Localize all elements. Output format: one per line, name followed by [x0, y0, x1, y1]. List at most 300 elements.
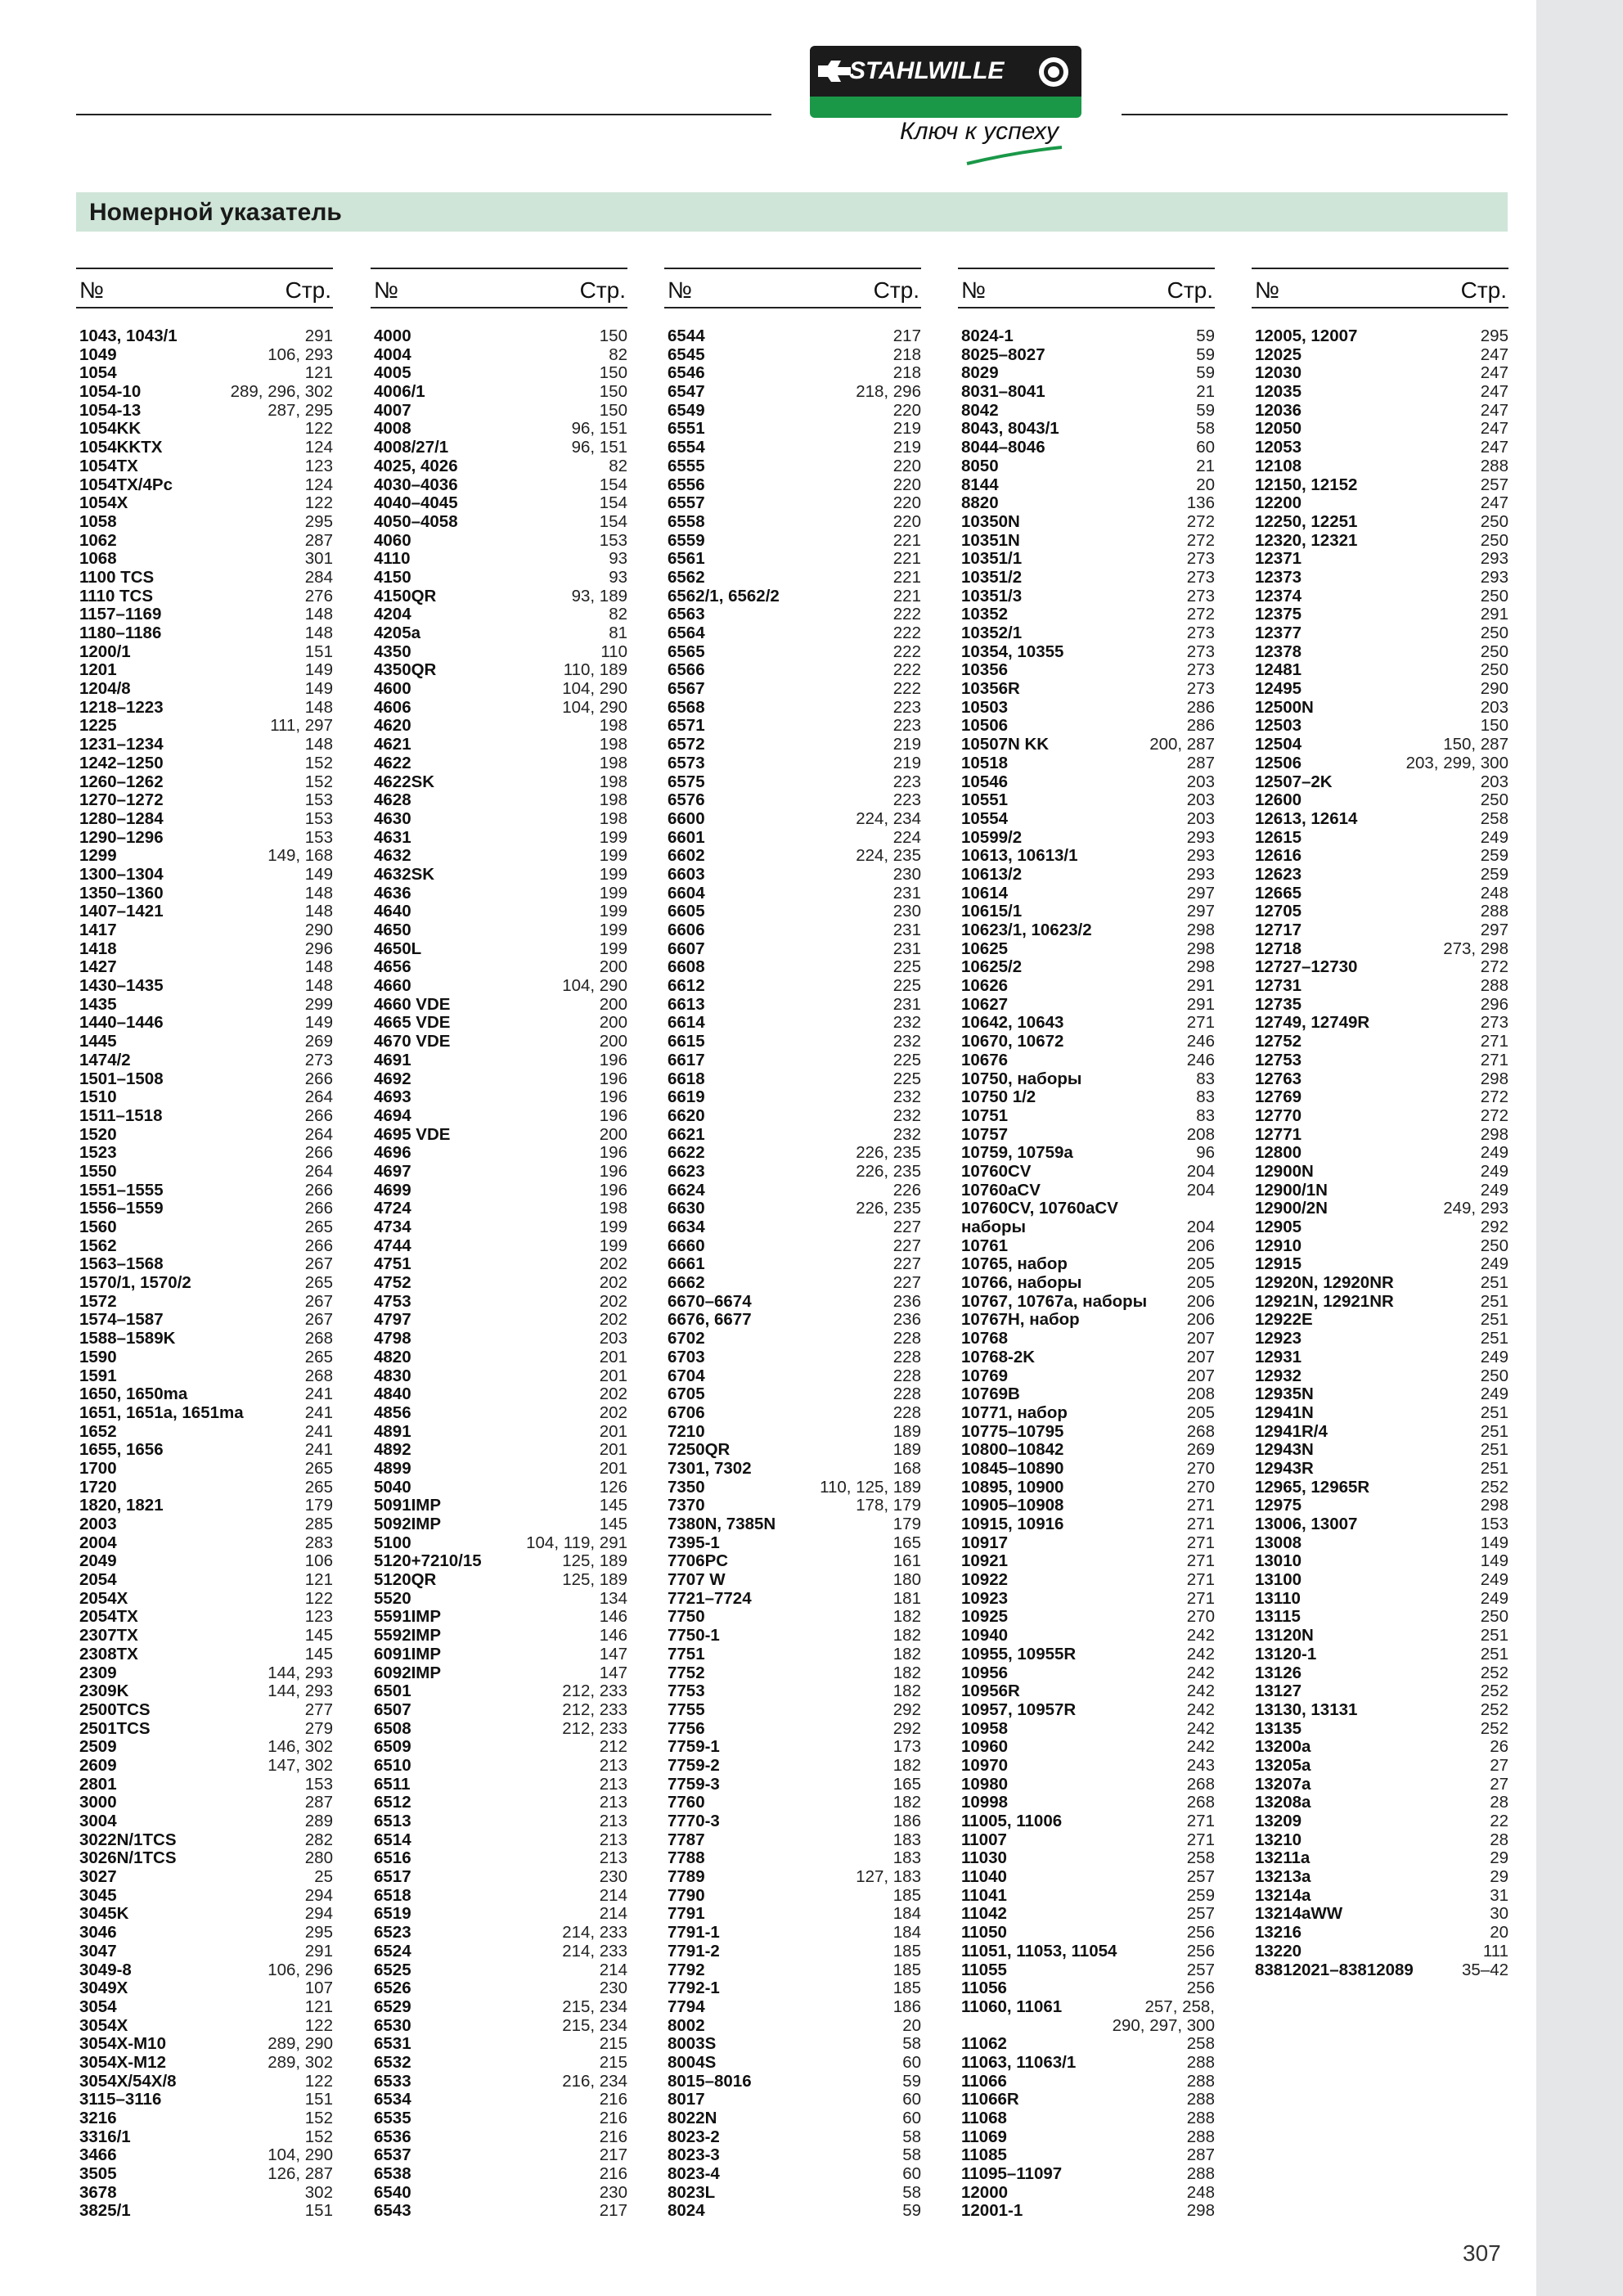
item-number: 6518 — [374, 1885, 411, 1905]
item-number: 2309 — [79, 1663, 117, 1682]
index-row — [374, 1237, 627, 1256]
index-row — [374, 513, 627, 532]
page-reference: 149 — [304, 660, 333, 680]
index-row — [668, 1571, 921, 1590]
item-number: 3027 — [79, 1867, 117, 1887]
page-reference: 185 — [892, 1979, 921, 1998]
item-number: 6568 — [668, 697, 705, 717]
item-number: 4040–4045 — [374, 493, 458, 513]
item-number: 2054 — [79, 1570, 117, 1590]
page-reference: 288 — [1480, 456, 1508, 475]
item-number: 10800–10842 — [961, 1440, 1064, 1460]
item-number: 4650 — [374, 921, 411, 939]
page-reference: 228 — [892, 1329, 921, 1348]
index-row — [374, 1831, 627, 1850]
index-row — [668, 773, 921, 792]
page-reference: 251 — [1480, 1440, 1508, 1460]
page-reference: 93 — [609, 567, 627, 587]
item-number: 12932 — [1255, 1366, 1302, 1385]
page-reference: 28 — [1490, 1830, 1508, 1849]
page-reference: 288 — [1480, 902, 1508, 921]
page-reference: 221 — [892, 549, 921, 569]
brand-logo — [810, 46, 1081, 169]
item-number: 6534 — [374, 2090, 411, 2109]
index-row — [961, 383, 1215, 402]
page-reference: 28 — [1490, 1793, 1508, 1812]
item-number: 12108 — [1255, 456, 1302, 475]
page-reference: 273 — [1186, 679, 1215, 699]
page-reference: 215 — [599, 2052, 627, 2072]
item-number: 11066R — [961, 2090, 1019, 2109]
page-reference: 214 — [599, 1904, 627, 1924]
index-row — [79, 1200, 333, 1218]
item-number: 4600 — [374, 679, 411, 699]
index-row — [374, 1571, 627, 1590]
page-reference: 264 — [304, 1087, 333, 1107]
page-reference: 248 — [1186, 2182, 1215, 2202]
index-row — [1255, 606, 1508, 624]
item-number: 6662 — [668, 1273, 705, 1293]
page-reference: 259 — [1480, 864, 1508, 884]
item-number: 13200a — [1255, 1737, 1311, 1757]
index-row — [961, 996, 1215, 1015]
page-reference: 249 — [1480, 1588, 1508, 1608]
item-number: 6544 — [668, 326, 705, 345]
index-row — [374, 1552, 627, 1571]
item-number: 1407–1421 — [79, 902, 164, 921]
item-number: 6551 — [668, 419, 705, 439]
item-number: 12763 — [1255, 1069, 1302, 1088]
index-row — [668, 1849, 921, 1868]
page-reference: 154 — [599, 493, 627, 513]
page-reference: 227 — [892, 1218, 921, 1236]
page-reference: 291 — [304, 326, 333, 345]
page-reference: 149 — [304, 864, 333, 884]
page-reference: 165 — [892, 1533, 921, 1552]
index-row — [1255, 1664, 1508, 1683]
page-reference: 58 — [1196, 419, 1215, 439]
item-number: 4830 — [374, 1366, 411, 1385]
page-reference: 202 — [599, 1291, 627, 1311]
item-number: 1054KKTX — [79, 438, 163, 457]
item-number: 3045K — [79, 1904, 129, 1924]
index-row — [79, 1423, 333, 1442]
item-number: 12753 — [1255, 1050, 1302, 1069]
page-reference: 203 — [1480, 697, 1508, 717]
item-number: 10769B — [961, 1384, 1020, 1404]
item-number: 12036 — [1255, 400, 1302, 420]
item-number: 6519 — [374, 1904, 411, 1924]
index-row — [374, 1163, 627, 1182]
item-number: 6617 — [668, 1050, 705, 1069]
index-row — [374, 1664, 627, 1683]
index-row — [1255, 1460, 1508, 1479]
index-row — [374, 457, 627, 476]
item-number: 2049 — [79, 1551, 117, 1571]
page-reference: 270 — [1186, 1458, 1215, 1478]
page-reference: 226, 235 — [856, 1161, 921, 1181]
item-number: 12374 — [1255, 586, 1302, 606]
page-reference: 214, 233 — [562, 1923, 627, 1943]
page-reference: 222 — [892, 624, 921, 642]
item-number: 6559 — [668, 530, 705, 550]
page-reference: 252 — [1480, 1699, 1508, 1719]
page-reference: 199 — [599, 939, 627, 958]
page-reference: 121 — [304, 363, 333, 383]
item-number: 4660 VDE — [374, 994, 451, 1014]
item-number: 6558 — [668, 511, 705, 531]
item-number: 10351N — [961, 530, 1020, 550]
page-reference: 152 — [304, 2127, 333, 2146]
item-number: 13120N — [1255, 1626, 1314, 1645]
index-row — [668, 1088, 921, 1107]
page-reference: 231 — [892, 994, 921, 1014]
index-row — [374, 1126, 627, 1145]
item-number: 12200 — [1255, 493, 1302, 513]
page-reference: 272 — [1480, 1105, 1508, 1125]
page-reference: 297 — [1186, 902, 1215, 921]
index-row — [79, 1590, 333, 1609]
page-reference: 287 — [1186, 753, 1215, 772]
item-number: 13220 — [1255, 1941, 1302, 1961]
page-reference: 267 — [304, 1310, 333, 1330]
index-row — [79, 1441, 333, 1460]
item-number: 13006, 13007 — [1255, 1515, 1358, 1533]
page-number: 307 — [1463, 2240, 1501, 2266]
item-number: 1054X — [79, 493, 128, 513]
index-row — [668, 1033, 921, 1051]
item-number: 8017 — [668, 2090, 705, 2109]
page-reference: 265 — [304, 1477, 333, 1497]
item-number: 3022N/1TCS — [79, 1830, 177, 1849]
item-number: 6533 — [374, 2071, 411, 2091]
index-row — [79, 1126, 333, 1145]
item-number: 6510 — [374, 1755, 411, 1775]
index-row — [374, 1200, 627, 1218]
index-row — [374, 1182, 627, 1200]
page-reference: 107 — [304, 1979, 333, 1998]
page-reference: 226 — [892, 1180, 921, 1200]
index-row — [668, 1144, 921, 1163]
index-row — [374, 885, 627, 903]
page-reference: 215 — [599, 2034, 627, 2054]
index-row — [961, 1571, 1215, 1590]
item-number: 4025, 4026 — [374, 456, 458, 475]
index-row — [374, 1423, 627, 1442]
item-number: 10956 — [961, 1663, 1009, 1682]
page-reference: 271 — [1186, 1588, 1215, 1608]
page-reference: 173 — [892, 1737, 921, 1757]
page-reference: 230 — [599, 2182, 627, 2202]
page-reference: 280 — [304, 1848, 333, 1868]
index-row — [961, 1590, 1215, 1609]
page-reference: 217 — [599, 2201, 627, 2221]
page-reference: 207 — [1186, 1347, 1215, 1366]
index-row — [79, 958, 333, 977]
index-row — [668, 791, 921, 810]
column-header — [1255, 277, 1507, 302]
index-row — [961, 1107, 1215, 1126]
index-row — [79, 866, 333, 885]
page-reference: 185 — [892, 1960, 921, 1979]
item-number: 1201 — [79, 660, 117, 680]
page-reference: 251 — [1480, 1402, 1508, 1422]
page-reference: 198 — [599, 808, 627, 828]
index-row — [1255, 847, 1508, 866]
index-row — [961, 1385, 1215, 1404]
index-row — [961, 1868, 1215, 1887]
item-number: 10895, 10900 — [961, 1477, 1064, 1497]
page-reference: 58 — [902, 2145, 921, 2165]
item-number: 11069 — [961, 2127, 1007, 2146]
page-reference: 200 — [599, 1013, 627, 1033]
index-row — [79, 885, 333, 903]
index-row — [79, 903, 333, 921]
item-number: 1520 — [79, 1124, 117, 1144]
swoosh-icon — [965, 146, 1063, 167]
index-row — [1255, 717, 1508, 736]
index-row — [79, 921, 333, 940]
item-number: 4891 — [374, 1421, 411, 1441]
index-row — [374, 1849, 627, 1868]
item-number: 12507–2K — [1255, 772, 1333, 791]
item-number: 1550 — [79, 1161, 117, 1181]
index-row — [79, 661, 333, 680]
item-number: 1290–1296 — [79, 827, 164, 847]
item-number: 7791-1 — [668, 1923, 720, 1943]
page-reference: 242 — [1186, 1718, 1215, 1738]
page-reference: 292 — [1480, 1218, 1508, 1236]
item-number: 1300–1304 — [79, 864, 164, 884]
page-reference: 293 — [1480, 567, 1508, 587]
index-row — [961, 754, 1215, 773]
index-row — [79, 1051, 333, 1070]
index-row — [961, 977, 1215, 996]
page-reference: 290 — [1480, 679, 1508, 699]
index-row — [668, 2128, 921, 2147]
page-reference: 266 — [304, 1236, 333, 1255]
item-number: 2501TCS — [79, 1718, 151, 1738]
page-reference: 288 — [1186, 2090, 1215, 2109]
page-reference: 104, 290 — [562, 976, 627, 996]
index-row — [79, 1868, 333, 1887]
page-reference: 196 — [599, 1161, 627, 1181]
page-reference: 289 — [304, 1812, 333, 1830]
index-row — [1255, 1051, 1508, 1070]
item-number: 1651, 1651a, 1651ma — [79, 1402, 244, 1422]
page-reference: 222 — [892, 605, 921, 624]
item-number: 11050 — [961, 1923, 1007, 1943]
item-number: 10670, 10672 — [961, 1032, 1064, 1051]
item-number: 13135 — [1255, 1718, 1302, 1738]
index-row — [961, 1794, 1215, 1812]
index-row — [961, 402, 1215, 421]
item-number: 4753 — [374, 1291, 411, 1311]
item-number: 8044–8046 — [961, 438, 1045, 457]
page-reference: 153 — [304, 790, 333, 810]
item-number: 12931 — [1255, 1347, 1302, 1366]
page-reference: 199 — [599, 846, 627, 866]
item-number: 6545 — [668, 344, 705, 364]
item-number: 6535 — [374, 2109, 411, 2127]
page-reference: 152 — [304, 753, 333, 772]
index-row — [961, 1070, 1215, 1089]
page-reference: 271 — [1480, 1032, 1508, 1051]
item-number: 6661 — [668, 1254, 705, 1274]
item-number: 6092IMP — [374, 1663, 442, 1682]
index-row — [79, 1738, 333, 1757]
item-number: 6532 — [374, 2052, 411, 2072]
item-number: 2308TX — [79, 1644, 138, 1663]
index-row — [374, 2146, 627, 2165]
page-reference: 198 — [599, 790, 627, 810]
index-row — [79, 1385, 333, 1404]
index-row — [374, 1348, 627, 1367]
page-reference: 230 — [599, 1867, 627, 1887]
index-row — [79, 1701, 333, 1720]
page-reference: 199 — [599, 1236, 627, 1255]
page-reference: 264 — [304, 1124, 333, 1144]
item-number: 10642, 10643 — [961, 1013, 1064, 1033]
page-reference: 104, 290 — [562, 697, 627, 717]
page-reference: 221 — [892, 586, 921, 606]
index-row — [668, 1497, 921, 1515]
item-number: 8050 — [961, 456, 999, 475]
index-row — [668, 1720, 921, 1739]
item-number: 3054X-M12 — [79, 2052, 166, 2072]
item-number: 1100 TCS — [79, 567, 155, 587]
item-number: 4724 — [374, 1199, 411, 1218]
item-number: 10613/2 — [961, 864, 1023, 884]
index-row — [374, 1794, 627, 1812]
item-number: 1058 — [79, 511, 117, 531]
index-row — [1255, 885, 1508, 903]
item-number: 11095–11097 — [961, 2164, 1063, 2184]
item-number: 11030 — [961, 1848, 1007, 1868]
page-reference: 219 — [892, 735, 921, 754]
page-reference: 178, 179 — [856, 1496, 921, 1515]
index-row — [79, 2109, 333, 2128]
index-row — [961, 958, 1215, 977]
item-number: 10615/1 — [961, 902, 1023, 921]
index-row — [374, 1218, 627, 1237]
page-reference: 268 — [1186, 1774, 1215, 1794]
page-reference: 153 — [1480, 1515, 1508, 1533]
item-number: 10760CV, 10760aCV — [961, 1199, 1118, 1218]
item-number: 4622SK — [374, 772, 435, 791]
index-row — [1255, 1868, 1508, 1887]
page-reference: 272 — [1480, 957, 1508, 977]
index-row — [668, 1924, 921, 1943]
page-reference: 60 — [902, 2109, 921, 2127]
page-reference: 150 — [599, 400, 627, 420]
item-number: 7395-1 — [668, 1533, 720, 1552]
page-reference: 249 — [1480, 1254, 1508, 1274]
index-row — [374, 699, 627, 718]
item-number: 3000 — [79, 1793, 117, 1812]
item-number: 1280–1284 — [79, 808, 164, 828]
index-row — [79, 402, 333, 421]
page-reference: 222 — [892, 642, 921, 661]
page-reference: 213 — [599, 1848, 627, 1868]
page-reference: 250 — [1480, 790, 1508, 810]
index-row — [1255, 1812, 1508, 1831]
index-row — [374, 2073, 627, 2091]
page-reference: 223 — [892, 697, 921, 717]
item-number: 10923 — [961, 1588, 1009, 1608]
index-row — [79, 1943, 333, 1961]
index-row — [961, 1961, 1215, 1980]
item-number: 4350 — [374, 642, 411, 661]
page-reference: 213 — [599, 1830, 627, 1849]
index-row — [79, 1831, 333, 1850]
page-reference: 201 — [599, 1347, 627, 1366]
index-row — [374, 346, 627, 365]
item-number: 10905–10908 — [961, 1496, 1064, 1515]
item-number: 4693 — [374, 1087, 411, 1107]
index-row — [374, 364, 627, 383]
index-row — [961, 1627, 1215, 1645]
index-row — [961, 346, 1215, 365]
index-row — [668, 1738, 921, 1757]
page-reference: 83 — [1196, 1069, 1215, 1088]
item-number: 12005, 12007 — [1255, 326, 1358, 345]
item-number: 6511 — [374, 1774, 411, 1794]
item-number: 3054 — [79, 1997, 117, 2016]
item-number: 6572 — [668, 735, 705, 754]
index-row — [961, 921, 1215, 940]
page-reference: 196 — [599, 1069, 627, 1088]
page-reference: 249 — [1480, 827, 1508, 847]
page-reference: 104, 290 — [268, 2145, 333, 2165]
index-row — [79, 606, 333, 624]
item-number: 7350 — [668, 1477, 705, 1497]
page-reference: 122 — [304, 493, 333, 513]
index-row — [79, 1534, 333, 1553]
item-number: 11066 — [961, 2071, 1007, 2091]
item-number: 12900/2N — [1255, 1199, 1328, 1218]
index-row — [79, 773, 333, 792]
item-number: 6601 — [668, 827, 705, 847]
index-row — [1255, 754, 1508, 773]
page-reference: 227 — [892, 1236, 921, 1255]
page-reference: 182 — [892, 1755, 921, 1775]
item-number: 6564 — [668, 624, 705, 642]
page-reference: 147 — [599, 1663, 627, 1682]
item-number: 8022N — [668, 2109, 717, 2127]
page-reference: 249 — [1480, 1161, 1508, 1181]
page-reference: 250 — [1480, 624, 1508, 642]
index-row — [79, 1274, 333, 1293]
page-reference: 199 — [599, 827, 627, 847]
page-reference: 273 — [1186, 586, 1215, 606]
page-reference: 266 — [304, 1105, 333, 1125]
page-reference: 271 — [1186, 1496, 1215, 1515]
page-reference: 96 — [1196, 1143, 1215, 1163]
index-row — [961, 550, 1215, 569]
index-row — [668, 2202, 921, 2221]
item-number: 6537 — [374, 2145, 411, 2165]
page-reference: 228 — [892, 1402, 921, 1422]
index-row — [79, 327, 333, 346]
item-number: 6624 — [668, 1180, 705, 1200]
index-row — [1255, 494, 1508, 513]
page-reference: 150 — [599, 363, 627, 383]
index-row — [79, 1014, 333, 1033]
item-number: 12920N, 12920NR — [1255, 1273, 1394, 1293]
page-reference: 226, 235 — [856, 1143, 921, 1163]
item-number: 7755 — [668, 1699, 705, 1719]
